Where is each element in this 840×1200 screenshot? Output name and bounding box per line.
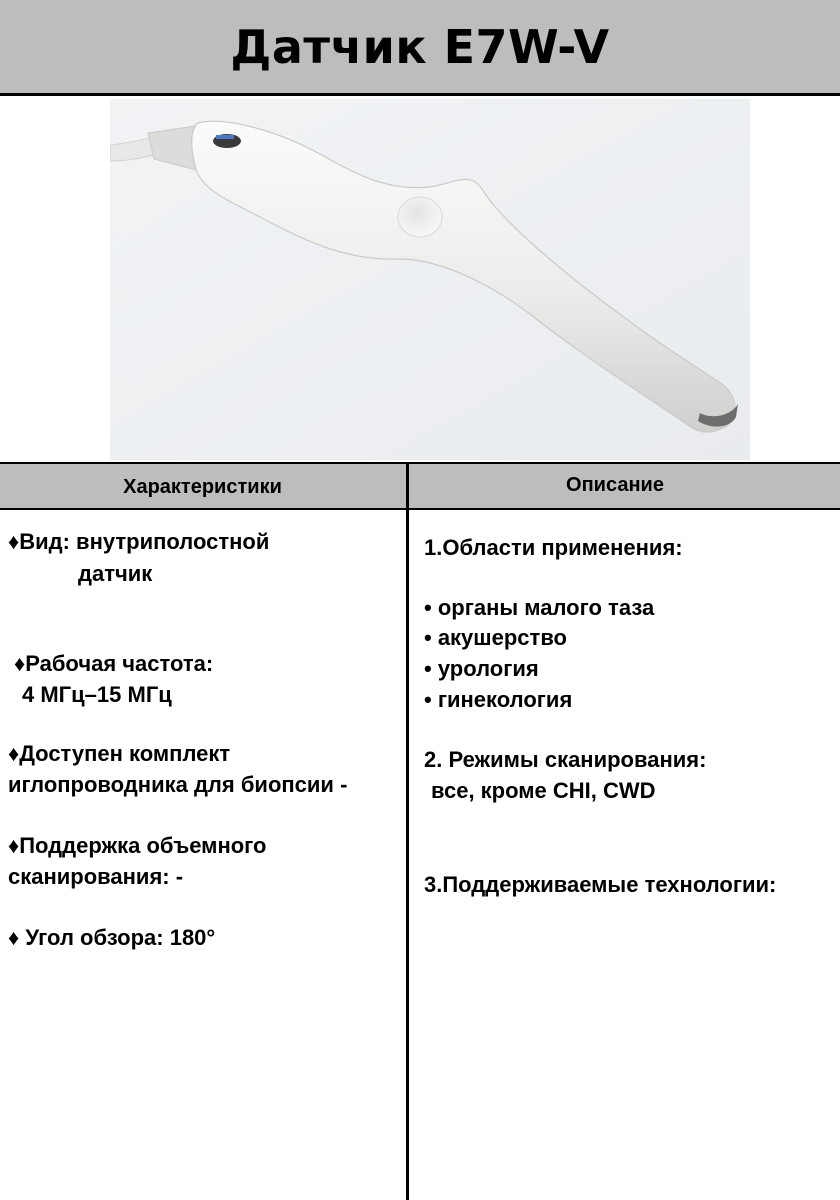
spec-biopsy-line1: ♦Доступен комплект [8, 741, 231, 766]
technologies-heading: 3.Поддерживаемые технологии: [424, 872, 777, 897]
spec-frequency-line2: 4 МГц–15 МГц [22, 682, 172, 707]
column-header-characteristics: Характеристики [123, 476, 282, 498]
applications-heading: 1.Области применения: [424, 535, 683, 560]
spec-frequency-line1: ♦Рабочая частота: [14, 651, 214, 676]
scan-modes-heading: 2. Режимы сканирования: [424, 747, 707, 772]
table-header [0, 462, 840, 510]
application-item: • органы малого таза [424, 595, 655, 620]
probe-photo [110, 99, 750, 460]
spec-volume-line1: ♦Поддержка объемного [8, 833, 267, 858]
spec-type-line2: датчик [78, 561, 153, 586]
spec-view-angle: ♦ Угол обзора: 180° [8, 925, 216, 950]
scan-modes-value: все, кроме CHI, CWD [431, 778, 656, 803]
column-divider [406, 462, 409, 1200]
application-item: • гинекология [424, 687, 573, 712]
title-bar [0, 0, 840, 96]
spec-volume-line2: сканирования: - [8, 864, 184, 889]
column-header-description: Описание [566, 474, 664, 496]
spec-biopsy-line2: иглопроводника для биопсии - [8, 772, 348, 797]
application-item: • акушерство [424, 625, 567, 650]
page-title: Датчик E7W-V [230, 20, 610, 74]
spec-type-line1: ♦Вид: внутриполостной [8, 529, 270, 554]
application-item: • урология [424, 656, 539, 681]
